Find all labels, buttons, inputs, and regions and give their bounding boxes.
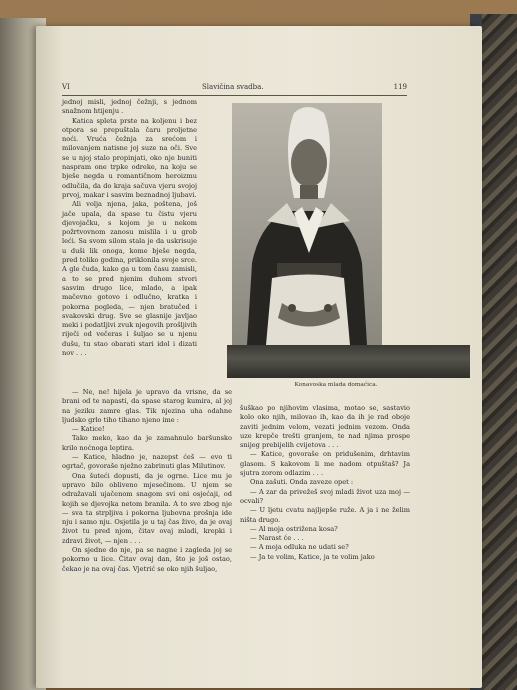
photograph-foreground <box>227 345 470 378</box>
paragraph: — Katice, hladno je, nazepst ćeš — evo ti ogrtač, govoraše nježno zabrinuti glas Milutinov. <box>62 453 232 471</box>
paragraph: Ona zašuti. Onda zaveze opet : <box>250 478 354 487</box>
text-column-bottom-right <box>240 404 410 562</box>
section-number: VI <box>62 83 70 91</box>
photo-caption: Konavoska mlada domaćica. <box>294 382 378 388</box>
paragraph: Tako meko, kao da je zamahnulo baršunsko krilo noćnoga leptira. <box>62 434 232 452</box>
paragraph: — Katice! <box>72 425 105 434</box>
paragraph: jednoj misli, jednoj čežnji, s jednom snažnom htijenju . <box>62 98 197 116</box>
header-rule <box>62 95 407 96</box>
paragraph: — A moja odluka ne udati se? <box>250 543 349 552</box>
paragraph: — U ljetu cvatu najljepše ruže. A ja i ne želim ništa drugo. <box>240 506 410 524</box>
paragraph: — Ne, ne! hijela je upravo da vrisne, da se brani od te napasti, da spase starog kumira, al joj na jeziku zamre glas. Tik njezina uha odahne ljudsko grlo tiho tihano njeno ime : <box>62 388 232 424</box>
paragraph: — Narast će . . . <box>250 534 304 543</box>
paragraph: — A zar da privežeš svoj mladi život uza moj — ocvali? <box>240 487 410 505</box>
photograph <box>232 103 382 345</box>
paragraph: Ona šuteći dopusti, da je ogrne. Lice mu je upravo bilo obliveno mjesečinom. U njem se odražavali ujačenom snagom svi oni osjećaji, od kojih se djevojka netom branila. A to sve zbog nje — sva ta strpljiva i pokorna ljubovna prošnja ide nju i samo nju. Osjetila je u taj čas živo, da je ovaj život tu pred njom, čitav ovaj mladi, krepki i zdravi život, — njen . . . <box>62 471 232 545</box>
woman-portrait-illustration <box>232 103 382 345</box>
paragraph: Ali volja njena, jaka, poštena, još jače upala, da spase tu čistu vjeru djevojačku, s kojom je u nekom požrtvovnom zanosu mislila i u grob leći. Sa svom silom stala je da uskrisuje u duši lik onoga, kome bješe negda, pred toliko godina, priklonila svoje srce. A gle čuda, kako ga u tom času zamisli, a to se pred njenim duhom stvori sasvim drugo lice, mlado, a ipak mačevno gotovo i odlučno, kratka i pokorna pogleda, — njen bratučed i svakovski drug. Sve se glasnije javljao meki i podatljivi zvuk njegovih prošljivih riječi od večeras i šuljao se u njenu dušu, tu stao obarati stari idol i dizati nov . . . <box>62 200 197 358</box>
text-column-top-left <box>62 98 197 358</box>
paragraph: — Katice, govoraše on pridušenim, drhtavim glasom. S kakovom li me nadom otpuštaš? Ja sjutra zorom odlazim . . . <box>240 450 410 478</box>
paragraph: — Ja te volim, Katice, ja te volim jako <box>250 552 375 561</box>
paragraph: On sjedne do nje, pa se nagne i zagleda joj se pokorno u lice. Čitav ovaj dan, što je još ostao, čekao je na ovaj čas. Vjetrić se oko njih šuljao, <box>62 546 232 573</box>
running-header <box>62 83 407 95</box>
paragraph: Katica spleta prste na koljenu i bez otpora se prepuštala čaru proljetne noći. Vruća čežnja za srećom i milovanjem natisne joj suze na oči. Sve se u njoj stalo propinjati, oko nje buniti naspram one trpke odreke, na koju se bješe negda u romantičnom heroizmu odlučila, da do kraja sačuva vjeru svojoj prvoj, makar i sasvim beznadnoj ljubavi. <box>62 116 197 199</box>
running-title: Slavičina svadba. <box>202 83 264 91</box>
paragraph: šuškao po njihovim vlasima, motao se, sastavio kolo oko njih, milovao ih, kao da ih je rad oboje zaviti jednim velom, vezati jednim vezom. Onda uze krepče trešti granjem, te nad njima prospe snijeg prebijelih cvijetova . . . <box>240 404 410 450</box>
paragraph: — Al moja ostriženа kosa? <box>250 524 338 533</box>
text-column-bottom-left <box>62 388 232 574</box>
page-number: 119 <box>393 83 407 91</box>
